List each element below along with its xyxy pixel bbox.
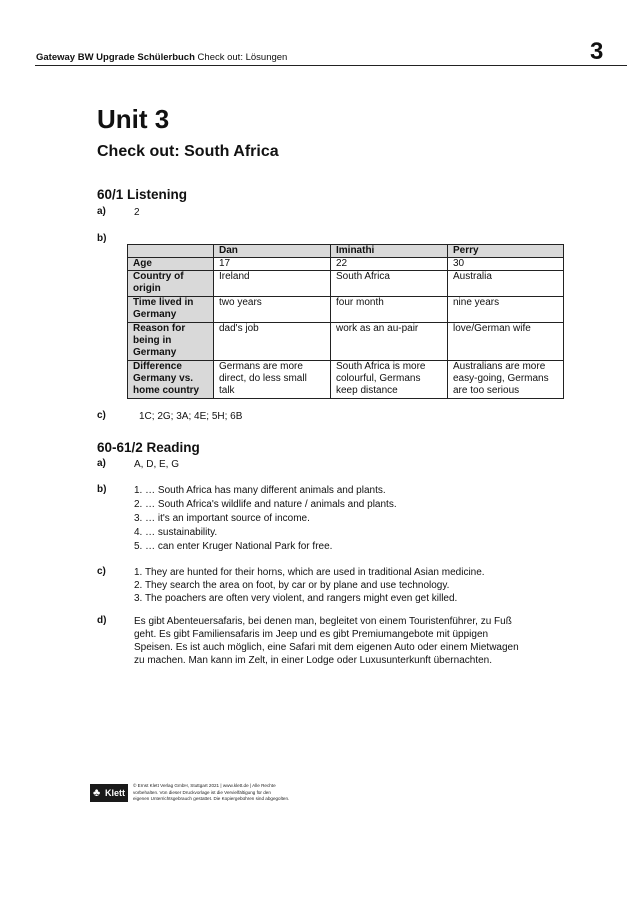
table-cell: four month <box>331 297 448 323</box>
paragraph-line: zu machen. Man kann im Zelt, in einer Lodge oder Luxusunterkunft übernachten. <box>134 655 492 666</box>
table-cell: Australians are more easy-going, Germans are too serious <box>448 361 564 399</box>
listening-c-label: c) <box>97 410 106 421</box>
row-label: Country of origin <box>128 271 214 297</box>
copyright-line: eigenen Unterrichtsgebrauch gestattet. Die Kopiergebühren sind abgegolten. <box>133 796 290 801</box>
header-title-bold: Gateway BW Upgrade Schülerbuch <box>36 52 195 63</box>
list-item: 3. The poachers are often very violent, and rangers might even get killed. <box>134 593 458 604</box>
row-label: Age <box>128 258 214 271</box>
reading-b-label: b) <box>97 484 107 495</box>
row-label: Difference Germany vs. home country <box>128 361 214 399</box>
table-row <box>128 271 564 297</box>
paragraph-line: geht. Es gibt Familiensafaris im Jeep und es gibt Premiumangebote mit üppigen <box>134 629 489 640</box>
table-corner <box>128 245 214 258</box>
list-item: 2. They search the area on foot, by car or by plane and use technology. <box>134 580 450 591</box>
klett-logo-text: Klett <box>105 788 125 798</box>
table-cell: 22 <box>331 258 448 271</box>
table-cell: Ireland <box>214 271 331 297</box>
row-label: Reason for being in Germany <box>128 323 214 361</box>
table-row <box>128 258 564 271</box>
list-item: 1. … South Africa has many different animals and plants. <box>134 485 386 496</box>
klett-leaf-icon: ♣ <box>93 787 101 799</box>
listening-b-label: b) <box>97 233 107 244</box>
table-cell: South Africa <box>331 271 448 297</box>
copyright-line: vorbehalten. Von dieser Druckvorlage ist die Vervielfältigung für den <box>133 789 271 795</box>
header-title <box>36 52 287 63</box>
table-row <box>128 323 564 361</box>
table-cell: love/German wife <box>448 323 564 361</box>
page-number: 3 <box>590 38 604 65</box>
table-col-perry: Perry <box>448 245 564 258</box>
table-row <box>128 297 564 323</box>
paragraph-line: Speisen. Es ist auch möglich, eine Safari mit dem eigenen Auto oder einem Mietwagen <box>134 642 519 653</box>
list-item: 2. … South Africa's wildlife and nature / animals and plants. <box>134 499 397 510</box>
reading-d-paragraph <box>134 615 519 667</box>
subtitle: Check out: South Africa <box>97 143 279 160</box>
listening-a-answer: 2 <box>134 207 140 218</box>
listening-a-label: a) <box>97 206 106 217</box>
footer-copyright <box>133 783 333 803</box>
table-cell: South Africa is more colourful, Germans keep distance <box>331 361 448 399</box>
table-cell: nine years <box>448 297 564 323</box>
table-cell: dad's job <box>214 323 331 361</box>
reading-d-label: d) <box>97 615 107 626</box>
table-row <box>128 361 564 399</box>
row-label: Time lived in Germany <box>128 297 214 323</box>
table-col-iminathi: Iminathi <box>331 245 448 258</box>
table-cell: work as an au-pair <box>331 323 448 361</box>
klett-logo <box>90 784 128 802</box>
unit-title: Unit 3 <box>97 104 170 134</box>
table-col-dan: Dan <box>214 245 331 258</box>
table-cell: Australia <box>448 271 564 297</box>
reading-c-label: c) <box>97 566 106 577</box>
header-rule <box>35 65 627 66</box>
list-item: 5. … can enter Kruger National Park for free. <box>134 541 333 552</box>
copyright-line: © Ernst Klett Verlag GmbH, Stuttgart 2021 | www.klett.de | Alle Rechte <box>133 783 276 788</box>
table-cell: two years <box>214 297 331 323</box>
table-cell: 17 <box>214 258 331 271</box>
reading-a-answer: A, D, E, G <box>134 459 180 470</box>
table-cell: 30 <box>448 258 564 271</box>
listening-c-answer: 1C; 2G; 3A; 4E; 5H; 6B <box>139 411 243 422</box>
table-cell: Germans are more direct, do less small talk <box>214 361 331 399</box>
header-title-rest: Check out: Lösungen <box>197 52 288 63</box>
listening-table <box>127 244 564 399</box>
listening-heading: 60/1 Listening <box>97 187 188 202</box>
paragraph-line: Es gibt Abenteuersafaris, bei denen man, begleitet von einem Touristenführer, zu Fuß <box>134 616 512 627</box>
table-header-row <box>128 245 564 258</box>
reading-heading: 60-61/2 Reading <box>97 440 200 455</box>
list-item: 1. They are hunted for their horns, which are used in traditional Asian medicine. <box>134 567 485 578</box>
reading-b-list <box>134 484 397 554</box>
list-item: 3. … it's an important source of income. <box>134 513 310 524</box>
reading-c-list <box>134 566 485 605</box>
list-item: 4. … sustainability. <box>134 527 218 538</box>
reading-a-label: a) <box>97 458 106 469</box>
